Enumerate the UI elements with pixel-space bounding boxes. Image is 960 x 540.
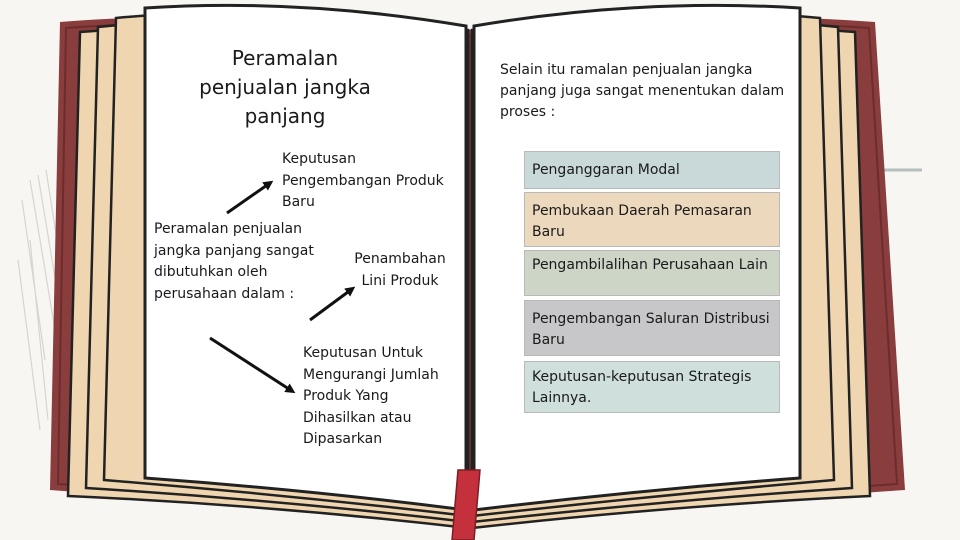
process-box-pengambilalihan: Pengambilalihan Perusahaan Lain (524, 250, 780, 296)
branch-mengurangi-produk: Keputusan Untuk Mengurangi Jumlah Produk Yang Dihasilkan atau Dipasarkan (303, 345, 439, 447)
process-box-saluran-distribusi: Pengembangan Saluran Distribusi Baru (524, 300, 780, 356)
right-page-intro: Selain itu ramalan penjualan jangka panjang juga sangat menentukan dalam proses : (500, 62, 785, 120)
source-statement: Peramalan penjualan jangka panjang sangat dibutuhkan oleh perusahaan dalam : (154, 221, 314, 302)
process-box-strategis: Keputusan-keputusan Strategis Lainnya. (524, 361, 780, 413)
process-box-penganggaran: Penganggaran Modal (524, 151, 780, 189)
process-box-pembukaan-daerah: Pembukaan Daerah Pemasaran Baru (524, 192, 780, 247)
branch-produk-baru: Keputusan Pengembangan Produk Baru (282, 151, 444, 210)
branch-lini-produk: Penambahan Lini Produk (354, 251, 446, 289)
left-page-title: Peramalan penjualan jangka panjang (199, 46, 371, 128)
